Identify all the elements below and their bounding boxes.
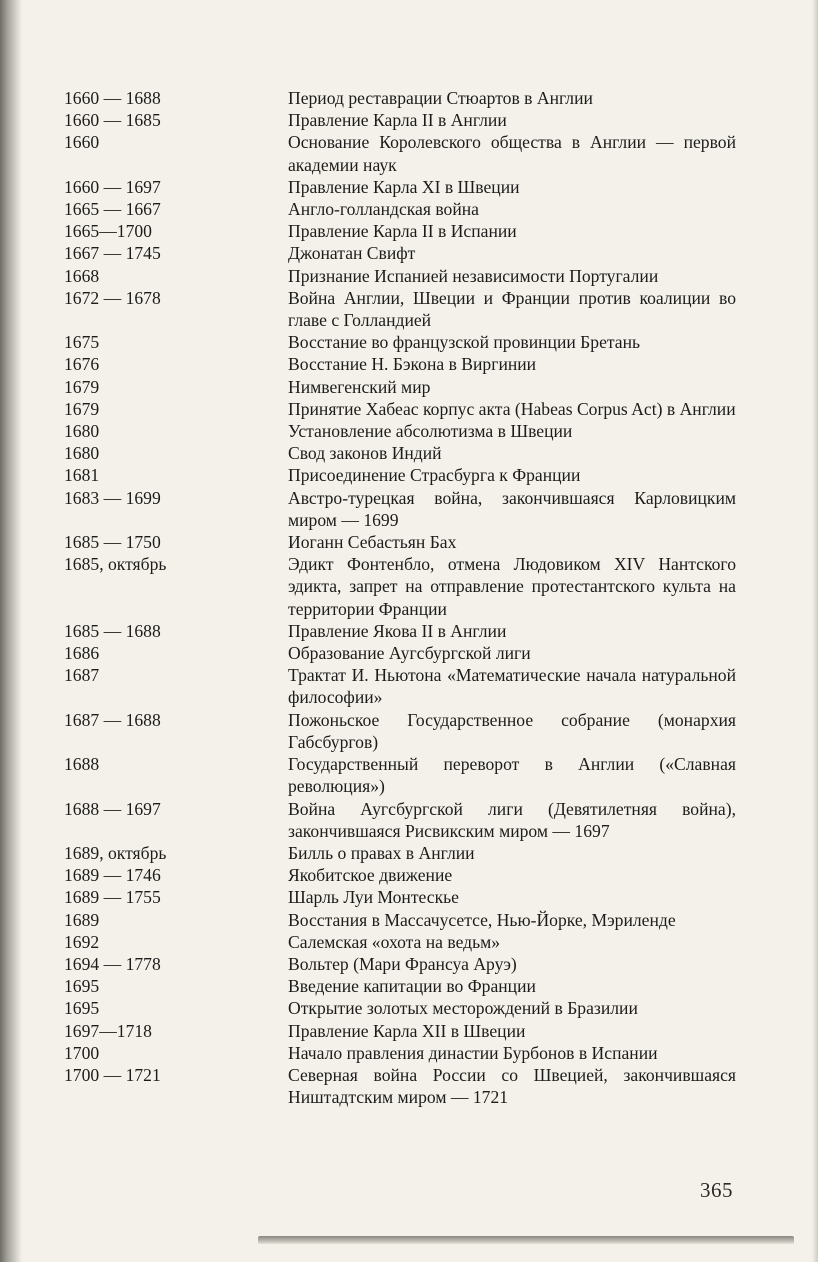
entry-date: 1689 — 1755 <box>64 887 161 908</box>
entry-date: 1676 <box>64 354 100 375</box>
entry-date: 1660 — 1685 <box>64 110 161 131</box>
entry-event: Установление абсолютизма в Швеции <box>288 421 573 442</box>
entry-event: Введение капитации во Франции <box>288 976 536 997</box>
entry-event: Открытие золотых месторождений в Бразилии <box>288 998 638 1019</box>
entry-date: 1688 — 1697 <box>64 798 161 819</box>
entry-date: 1689, октябрь <box>64 842 167 863</box>
entry-date: 1683 — 1699 <box>64 487 161 508</box>
chronology-row <box>64 331 736 353</box>
entry-event: Австро-турецкая война, закончившаяся Карловицким миром — 1699 <box>288 487 736 530</box>
entry-event: Билль о правах в Англии <box>288 842 475 863</box>
entry-date: 1697—1718 <box>64 1020 152 1041</box>
chronology-row <box>64 198 736 220</box>
entry-date: 1685, октябрь <box>64 554 167 575</box>
chronology-row <box>64 931 736 953</box>
chronology-row <box>64 1064 736 1108</box>
entry-date: 1686 <box>64 643 100 664</box>
chronology-row <box>64 1020 736 1042</box>
entry-event: Война Аугсбургской лиги (Девятилетняя война), закончившаяся Рисвикским миром — 1697 <box>288 798 736 841</box>
entry-date: 1680 <box>64 421 100 442</box>
chronology-row <box>64 997 736 1019</box>
chronology-row <box>64 953 736 975</box>
entry-event: Правление Карла XI в Швеции <box>288 176 520 197</box>
entry-event: Война Англии, Швеции и Франции против коалиции во главе с Голландией <box>288 287 736 331</box>
entry-date: 1685 — 1688 <box>64 620 161 641</box>
chronology-row <box>64 442 736 464</box>
entry-date: 1675 <box>64 332 100 353</box>
entry-event: Эдикт Фонтенбло, отмена Людовиком XIV Нантского эдикта, запрет на отправление протестантского культа на территории Франции <box>288 554 736 619</box>
chronology-row <box>64 376 736 398</box>
chronology-row <box>64 487 736 531</box>
entry-date: 1695 <box>64 998 100 1019</box>
entry-date: 1689 — 1746 <box>64 865 161 886</box>
chronology-row <box>64 242 736 264</box>
entry-date: 1680 <box>64 443 100 464</box>
chronology-row <box>64 864 736 886</box>
entry-event: Трактат И. Ньютона «Математические начала натуральной философии» <box>288 665 736 708</box>
chronology-row <box>64 87 736 109</box>
entry-date: 1700 <box>64 1042 100 1063</box>
chronology-row <box>64 709 736 753</box>
chronology-row <box>64 975 736 997</box>
entry-event: Восстание во французской провинции Бретань <box>288 332 641 353</box>
entry-date: 1695 <box>64 976 100 997</box>
chronology-row <box>64 464 736 486</box>
chronology-row <box>64 176 736 198</box>
entry-event: Вольтер (Мари Франсуа Аруэ) <box>288 953 517 974</box>
entry-event: Правление Карла XII в Швеции <box>288 1020 526 1041</box>
chronology-row <box>64 553 736 620</box>
entry-event: Правление Карла II в Англии <box>288 110 507 131</box>
entry-event: Салемская «охота на ведьм» <box>288 931 501 952</box>
entry-date: 1668 <box>64 265 100 286</box>
entry-event: Шарль Луи Монтескье <box>288 887 459 908</box>
entry-date: 1687 <box>64 665 100 686</box>
chronology-row <box>64 420 736 442</box>
entry-date: 1667 — 1745 <box>64 243 161 264</box>
entry-event: Пожоньское Государственное собрание (монархия Габсбургов) <box>288 709 736 752</box>
chronology-row <box>64 842 736 864</box>
chronology-row <box>64 398 736 420</box>
chronology-row <box>64 1042 736 1064</box>
entry-event: Нимвегенский мир <box>288 376 431 397</box>
chronology-row <box>64 287 736 331</box>
chronology-row <box>64 909 736 931</box>
entry-date: 1688 <box>64 754 100 775</box>
entry-event: Начало правления династии Бурбонов в Испании <box>288 1042 658 1063</box>
chronology-row <box>64 886 736 908</box>
page-number: 365 <box>700 1178 733 1202</box>
book-spine-shadow <box>0 0 22 1262</box>
entry-event: Правление Якова II в Англии <box>288 620 507 641</box>
entry-date: 1660 — 1688 <box>64 88 161 108</box>
entry-date: 1687 — 1688 <box>64 709 161 730</box>
entry-event: Якобитское движение <box>288 865 453 886</box>
entry-event: Основание Королевского общества в Англии — первой академии наук <box>288 132 736 175</box>
entry-date: 1660 — 1697 <box>64 176 161 197</box>
chronology-row <box>64 531 736 553</box>
entry-event: Правление Карла II в Испании <box>288 221 517 242</box>
entry-date: 1685 — 1750 <box>64 532 161 553</box>
chronology-row <box>64 798 736 842</box>
entry-event: Образование Аугсбургской лиги <box>288 643 531 664</box>
chronology-row <box>64 131 736 175</box>
entry-date: 1679 <box>64 398 100 419</box>
chronology-row <box>64 265 736 287</box>
entry-event: Англо-голландская война <box>288 199 479 220</box>
entry-event: Признание Испанией независимости Португалии <box>288 265 659 286</box>
entry-event: Присоединение Страсбурга к Франции <box>288 465 581 486</box>
entry-date: 1692 <box>64 931 100 952</box>
entry-event: Джонатан Свифт <box>288 243 416 264</box>
entry-date: 1672 — 1678 <box>64 287 161 308</box>
entry-date: 1700 — 1721 <box>64 1064 161 1085</box>
chronology-row <box>64 642 736 664</box>
entry-event: Государственный переворот в Англии («Славная революция») <box>288 754 736 797</box>
chronology-table <box>64 87 736 1108</box>
entry-date: 1689 <box>64 909 100 930</box>
chronology-row <box>64 109 736 131</box>
entry-event: Восстание Н. Бэкона в Виргинии <box>288 354 537 375</box>
entry-event: Восстания в Массачусетсе, Нью-Йорке, Мэриленде <box>288 909 676 930</box>
entry-date: 1665—1700 <box>64 221 152 242</box>
chronology-row <box>64 620 736 642</box>
chronology-row <box>64 353 736 375</box>
entry-event: Северная война России со Швецией, закончившаяся Ништадтским миром — 1721 <box>288 1064 736 1108</box>
bottom-rule <box>258 1236 794 1244</box>
entry-event: Принятие Хабеас корпус акта (Habeas Corpus Act) в Англии <box>288 398 736 419</box>
entry-date: 1694 — 1778 <box>64 953 161 974</box>
entry-event: Период реставрации Стюартов в Англии <box>288 88 593 108</box>
chronology-row <box>64 753 736 797</box>
entry-date: 1681 <box>64 465 100 486</box>
entry-date: 1679 <box>64 376 100 397</box>
entry-date: 1660 <box>64 132 100 153</box>
entry-event: Свод законов Индий <box>288 443 442 464</box>
chronology-row <box>64 664 736 708</box>
page-edge <box>812 0 818 1262</box>
entry-date: 1665 — 1667 <box>64 199 161 220</box>
chronology-row <box>64 220 736 242</box>
entry-event: Иоганн Себастьян Бах <box>288 532 457 553</box>
